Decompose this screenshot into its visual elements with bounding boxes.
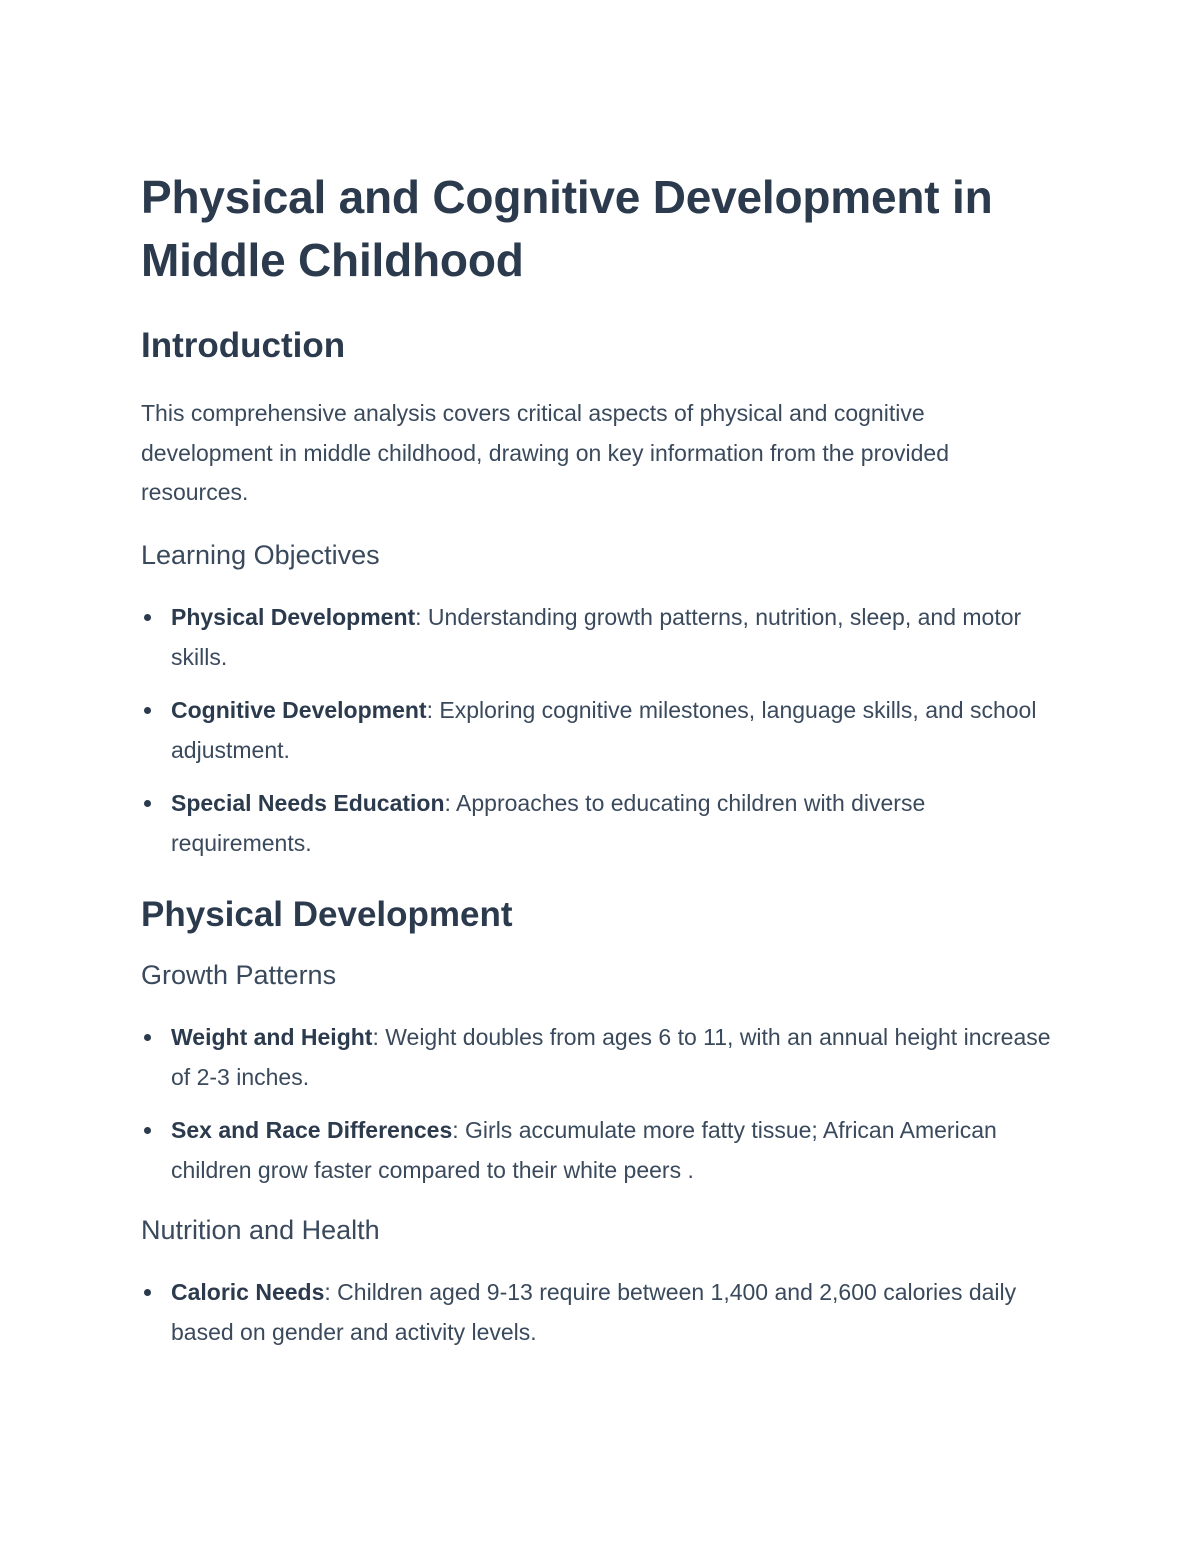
list-item-term: Sex and Race Differences xyxy=(171,1116,453,1143)
list-item xyxy=(141,1110,1060,1190)
bullet-icon xyxy=(144,800,151,807)
list-item-text: : Children aged 9-13 require between 1,400 and 2,600 calories daily based on gender and activity levels. xyxy=(171,1278,1017,1345)
intro-paragraph: This comprehensive analysis covers critical aspects of physical and cognitive development in middle childhood, drawing on key information from the provided resources. xyxy=(141,400,950,505)
list-item-text: : Approaches to educating children with diverse requirements. xyxy=(171,789,926,856)
list-item xyxy=(141,690,1060,770)
growth-patterns-list xyxy=(141,1017,1060,1190)
list-item-term: Caloric Needs xyxy=(171,1278,325,1305)
list-item-term: Special Needs Education xyxy=(171,789,445,816)
learning-objectives-list xyxy=(141,597,1060,863)
list-item-term: Weight and Height xyxy=(171,1023,373,1050)
list-item-term: Physical Development xyxy=(171,603,416,630)
list-item xyxy=(141,597,1060,677)
bullet-icon xyxy=(144,1127,151,1134)
nutrition-health-list xyxy=(141,1272,1060,1352)
list-item-text: : Weight doubles from ages 6 to 11, with an annual height increase of 2-3 inches. xyxy=(171,1023,1051,1090)
list-item-text: : Girls accumulate more fatty tissue; African American children grow faster compared to their white peers . xyxy=(171,1116,997,1183)
subsection-heading-nutrition-health: Nutrition and Health xyxy=(141,1214,380,1245)
subsection-heading-growth-patterns: Growth Patterns xyxy=(141,959,337,990)
bullet-icon xyxy=(144,1289,151,1296)
page-title: Physical and Cognitive Development in Middle Childhood xyxy=(141,171,993,286)
section-heading-introduction: Introduction xyxy=(141,326,346,365)
section-heading-physical-development: Physical Development xyxy=(141,894,513,934)
list-item xyxy=(141,783,1060,863)
list-item xyxy=(141,1272,1060,1352)
subsection-heading-learning-objectives: Learning Objectives xyxy=(141,539,380,570)
list-item-text: : Exploring cognitive milestones, language skills, and school adjustment. xyxy=(171,696,1037,763)
bullet-icon xyxy=(144,1034,151,1041)
list-item xyxy=(141,1017,1060,1097)
list-item-text: : Understanding growth patterns, nutrition, sleep, and motor skills. xyxy=(171,603,1022,670)
list-item-term: Cognitive Development xyxy=(171,696,427,723)
bullet-icon xyxy=(144,707,151,714)
bullet-icon xyxy=(144,614,151,621)
